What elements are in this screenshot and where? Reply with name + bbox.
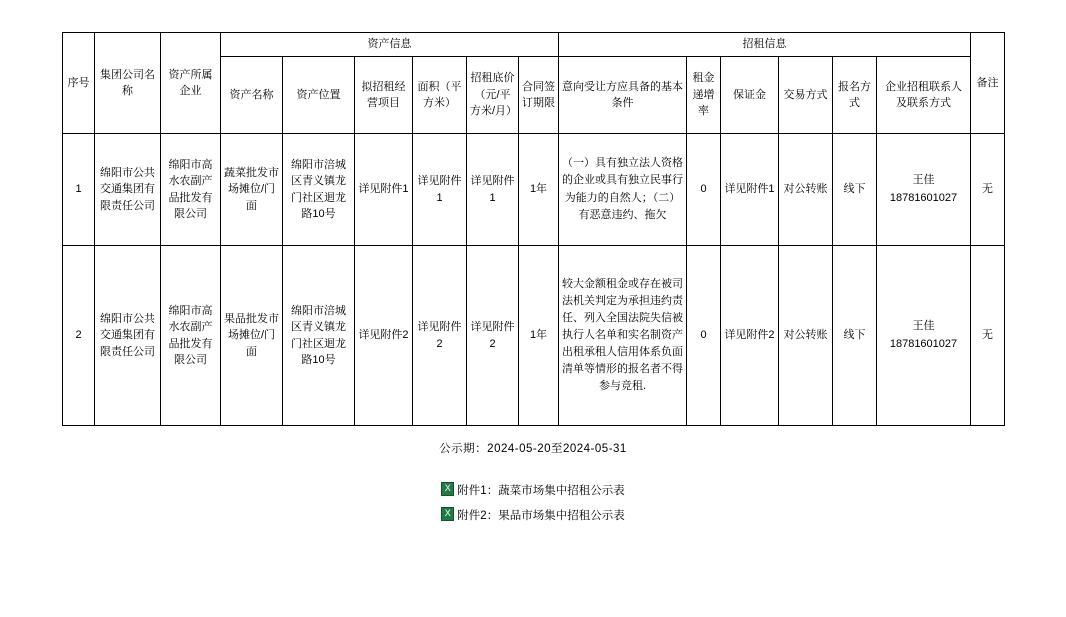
- col-contact: 企业招租联系人及联系方式: [877, 57, 971, 134]
- attachment-link-2[interactable]: [0, 507, 1066, 523]
- attachments-list: [0, 482, 1066, 523]
- lease-info-group: 招租信息: [559, 33, 971, 57]
- cell-asset-location: 绵阳市涪城区青义镇龙门社区迴龙路10号: [283, 246, 355, 426]
- cell-base-price: 详见附件1: [467, 134, 519, 246]
- cell-area: 详见附件1: [413, 134, 467, 246]
- cell-signup-method: 线下: [833, 134, 877, 246]
- cell-asset-name: 蔬菜批发市场摊位/门面: [221, 134, 283, 246]
- lease-announcement-table: [62, 32, 1005, 426]
- cell-rent-increase: 0: [687, 134, 721, 246]
- col-index: 序号: [63, 33, 95, 134]
- col-remark: 备注: [971, 33, 1005, 134]
- contact-name: 王佳: [912, 173, 935, 186]
- cell-index: 1: [63, 134, 95, 246]
- col-contract-term: 合同签订期限: [519, 57, 559, 134]
- col-area: 面积（平方米）: [413, 57, 467, 134]
- attachment-link-1[interactable]: [0, 482, 1066, 498]
- attachment-label-1: 附件1：蔬菜市场集中招租公示表: [457, 485, 625, 497]
- cell-contact: [877, 134, 971, 246]
- col-lease-project: 拟招租经营项目: [355, 57, 413, 134]
- cell-deposit: 详见附件1: [721, 134, 779, 246]
- cell-basic-conditions: 较大金额租金或存在被司法机关判定为承担违约责任、列入全国法院失信被执行人名单和实名制资产出租承租人信用体系负面清单等情形的报名者不得参与竞租.: [559, 246, 687, 426]
- asset-info-group: 资产信息: [221, 33, 559, 57]
- cell-contract-term: 1年: [519, 134, 559, 246]
- cell-deposit: 详见附件2: [721, 246, 779, 426]
- cell-lease-project: 详见附件1: [355, 134, 413, 246]
- cell-asset-owner: 绵阳市高水农副产品批发有限公司: [161, 134, 221, 246]
- contact-phone: 18781601027: [889, 191, 958, 204]
- cell-lease-project: 详见附件2: [355, 246, 413, 426]
- cell-group-company: 绵阳市公共交通集团有限责任公司: [95, 246, 161, 426]
- cell-asset-owner: 绵阳市高水农副产品批发有限公司: [161, 246, 221, 426]
- document-page: [0, 32, 1066, 617]
- col-signup-method: 报名方式: [833, 57, 877, 134]
- cell-base-price: 详见附件2: [467, 246, 519, 426]
- cell-rent-increase: 0: [687, 246, 721, 426]
- cell-contact: [877, 246, 971, 426]
- cell-remark: 无: [971, 246, 1005, 426]
- cell-area: 详见附件2: [413, 246, 467, 426]
- col-asset-location: 资产位置: [283, 57, 355, 134]
- excel-icon: [441, 507, 454, 521]
- cell-transaction-method: 对公转账: [779, 134, 833, 246]
- excel-icon: [441, 482, 454, 496]
- col-asset-name: 资产名称: [221, 57, 283, 134]
- table-row: [63, 134, 1005, 246]
- col-asset-owner: 资产所属企业: [161, 33, 221, 134]
- col-deposit: 保证金: [721, 57, 779, 134]
- col-rent-increase: 租金递增率: [687, 57, 721, 134]
- col-group-company: 集团公司名称: [95, 33, 161, 134]
- col-base-price: 招租底价（元/平方米/月）: [467, 57, 519, 134]
- attachment-label-2: 附件2：果品市场集中招租公示表: [457, 510, 625, 522]
- cell-transaction-method: 对公转账: [779, 246, 833, 426]
- publicity-period: 公示期：2024-05-20至2024-05-31: [439, 443, 627, 455]
- cell-index: 2: [63, 246, 95, 426]
- cell-asset-location: 绵阳市涪城区青义镇龙门社区迴龙路10号: [283, 134, 355, 246]
- contact-name: 王佳: [912, 319, 935, 332]
- cell-contract-term: 1年: [519, 246, 559, 426]
- contact-phone: 18781601027: [889, 337, 958, 350]
- cell-remark: 无: [971, 134, 1005, 246]
- cell-signup-method: 线下: [833, 246, 877, 426]
- cell-group-company: 绵阳市公共交通集团有限责任公司: [95, 134, 161, 246]
- table-row: [63, 246, 1005, 426]
- col-basic-conditions: 意向受让方应具备的基本条件: [559, 57, 687, 134]
- cell-basic-conditions: （一）具有独立法人资格的企业或具有独立民事行为能力的自然人；（二）有恶意违约、拖欠: [559, 134, 687, 246]
- col-transaction-method: 交易方式: [779, 57, 833, 134]
- table-header-group-row: [63, 33, 1005, 57]
- cell-asset-name: 果品批发市场摊位/门面: [221, 246, 283, 426]
